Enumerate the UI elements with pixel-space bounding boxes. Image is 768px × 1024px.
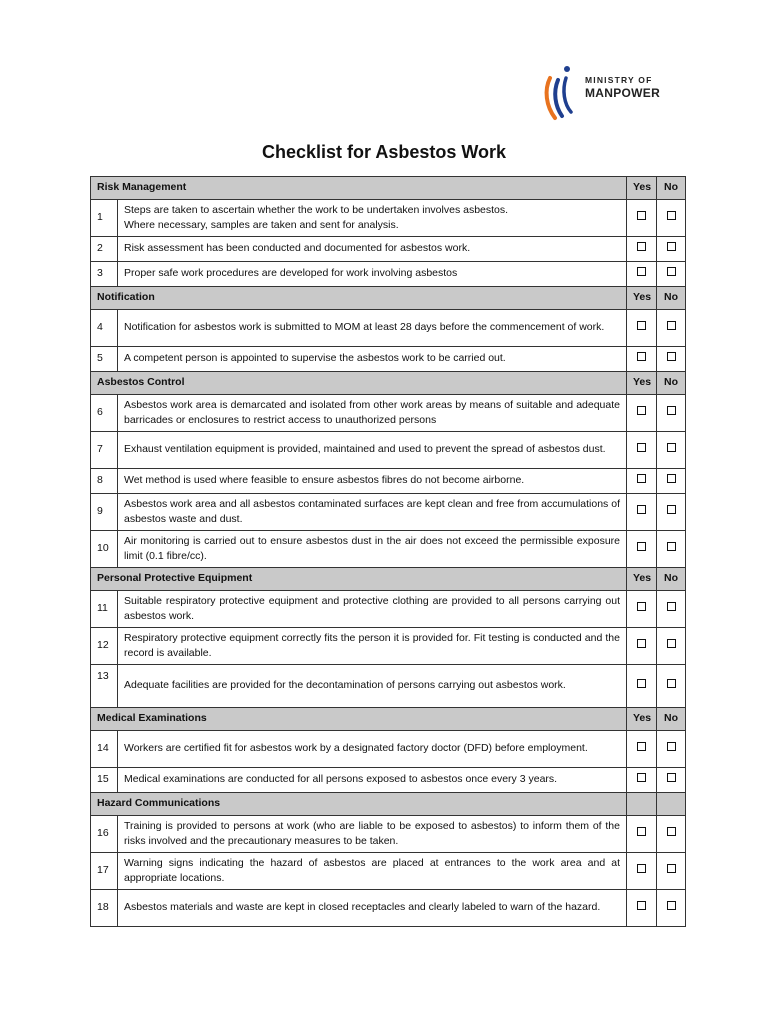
item-text-line: Asbestos work area and all asbestos contaminated surfaces are kept clean and free from accumulations of asbestos waste and dust. [124, 497, 620, 525]
item-description [118, 347, 627, 372]
item-description [118, 731, 627, 768]
yes-checkbox[interactable] [637, 602, 646, 611]
item-yes-cell [627, 432, 657, 469]
yes-checkbox[interactable] [637, 864, 646, 873]
section-title: Personal Protective Equipment [91, 568, 627, 591]
no-checkbox[interactable] [667, 352, 676, 361]
logo-text [585, 76, 660, 99]
checklist-row [91, 816, 686, 853]
logo-line-ministry: MINISTRY OF [585, 75, 653, 85]
yes-checkbox[interactable] [637, 901, 646, 910]
item-no-cell [657, 469, 686, 494]
item-description [118, 469, 627, 494]
item-yes-cell [627, 665, 657, 708]
item-number: 2 [91, 237, 118, 262]
item-no-cell [657, 237, 686, 262]
item-no-cell [657, 200, 686, 237]
yes-checkbox[interactable] [637, 443, 646, 452]
no-column-header: No [657, 372, 686, 395]
item-description [118, 262, 627, 287]
yes-checkbox[interactable] [637, 773, 646, 782]
no-checkbox[interactable] [667, 211, 676, 220]
section-header-row [91, 287, 686, 310]
no-checkbox[interactable] [667, 773, 676, 782]
item-number: 8 [91, 469, 118, 494]
no-checkbox[interactable] [667, 864, 676, 873]
item-number: 12 [91, 628, 118, 665]
no-checkbox[interactable] [667, 474, 676, 483]
ministry-of-manpower-logo-icon [541, 64, 585, 124]
item-no-cell [657, 768, 686, 793]
item-text-line: A competent person is appointed to supervise the asbestos work to be carried out. [124, 352, 506, 365]
yes-checkbox[interactable] [637, 639, 646, 648]
item-description [118, 768, 627, 793]
item-text-line: Risk assessment has been conducted and documented for asbestos work. [124, 242, 471, 255]
checklist-row [91, 531, 686, 568]
no-checkbox[interactable] [667, 505, 676, 514]
item-text-line: Warning signs indicating the hazard of asbestos are placed at entrances to the work area and at appropriate locations. [124, 856, 620, 884]
item-number: 14 [91, 731, 118, 768]
yes-column-header: Yes [627, 372, 657, 395]
item-text-line: Proper safe work procedures are developed for work involving asbestos [124, 267, 458, 280]
yes-column-header: Yes [627, 287, 657, 310]
item-number: 16 [91, 816, 118, 853]
item-text-line: Asbestos work area is demarcated and isolated from other work areas by means of suitable and adequate barricades or enclosures to restrict access to unauthorized persons [124, 398, 620, 426]
checklist-row [91, 432, 686, 469]
no-column-header: No [657, 177, 686, 200]
no-checkbox[interactable] [667, 602, 676, 611]
checklist-table [90, 176, 686, 927]
no-checkbox[interactable] [667, 679, 676, 688]
item-text-line: Adequate facilities are provided for the decontamination of persons carrying out asbestos work. [124, 679, 566, 692]
item-text-line: Wet method is used where feasible to ensure asbestos fibres do not become airborne. [124, 474, 525, 487]
checklist-row [91, 768, 686, 793]
section-header-row [91, 708, 686, 731]
checklist-row [91, 310, 686, 347]
item-text-line: Respiratory protective equipment correctly fits the person it is provided for. Fit testing is conducted and the record is available. [124, 631, 620, 659]
item-no-cell [657, 731, 686, 768]
item-yes-cell [627, 237, 657, 262]
yes-checkbox[interactable] [637, 542, 646, 551]
item-no-cell [657, 432, 686, 469]
page-title: Checklist for Asbestos Work [261, 142, 507, 162]
no-checkbox[interactable] [667, 901, 676, 910]
yes-column-header [627, 793, 657, 816]
section-header-row [91, 372, 686, 395]
no-checkbox[interactable] [667, 267, 676, 276]
ministry-logo [541, 64, 661, 124]
item-no-cell [657, 890, 686, 927]
yes-checkbox[interactable] [637, 505, 646, 514]
yes-column-header: Yes [627, 177, 657, 200]
no-column-header: No [657, 568, 686, 591]
checklist-row [91, 347, 686, 372]
checklist-row [91, 853, 686, 890]
logo-line-manpower: MANPOWER [585, 85, 661, 100]
item-description [118, 200, 627, 237]
checklist-row [91, 494, 686, 531]
item-description [118, 628, 627, 665]
no-checkbox[interactable] [667, 443, 676, 452]
item-description [118, 816, 627, 853]
item-description [118, 494, 627, 531]
checklist-row [91, 890, 686, 927]
item-description [118, 853, 627, 890]
item-yes-cell [627, 591, 657, 628]
item-no-cell [657, 665, 686, 708]
item-yes-cell [627, 494, 657, 531]
item-description [118, 591, 627, 628]
item-description [118, 237, 627, 262]
item-yes-cell [627, 310, 657, 347]
checklist-row [91, 237, 686, 262]
checklist-body [91, 177, 686, 927]
item-no-cell [657, 531, 686, 568]
no-checkbox[interactable] [667, 242, 676, 251]
checklist-row [91, 731, 686, 768]
item-yes-cell [627, 816, 657, 853]
item-no-cell [657, 310, 686, 347]
item-no-cell [657, 494, 686, 531]
checklist-row [91, 628, 686, 665]
item-number: 18 [91, 890, 118, 927]
item-text-line: Where necessary, samples are taken and sent for analysis. [124, 219, 399, 231]
item-description [118, 310, 627, 347]
checklist-row [91, 262, 686, 287]
item-no-cell [657, 591, 686, 628]
checklist-row [91, 591, 686, 628]
checklist-row [91, 200, 686, 237]
section-title: Notification [91, 287, 627, 310]
item-number: 7 [91, 432, 118, 469]
item-description [118, 665, 627, 708]
item-yes-cell [627, 768, 657, 793]
item-yes-cell [627, 890, 657, 927]
no-column-header: No [657, 708, 686, 731]
yes-checkbox[interactable] [637, 474, 646, 483]
no-checkbox[interactable] [667, 827, 676, 836]
item-description [118, 395, 627, 432]
item-no-cell [657, 853, 686, 890]
no-checkbox[interactable] [667, 542, 676, 551]
item-text-line: Medical examinations are conducted for all persons exposed to asbestos once every 3 years. [124, 773, 558, 786]
section-header-row [91, 568, 686, 591]
item-no-cell [657, 395, 686, 432]
item-yes-cell [627, 628, 657, 665]
item-yes-cell [627, 395, 657, 432]
section-header-row [91, 177, 686, 200]
checklist-row [91, 395, 686, 432]
item-yes-cell [627, 853, 657, 890]
item-number: 15 [91, 768, 118, 793]
item-yes-cell [627, 262, 657, 287]
item-yes-cell [627, 347, 657, 372]
item-yes-cell [627, 731, 657, 768]
yes-checkbox[interactable] [637, 827, 646, 836]
yes-checkbox[interactable] [637, 352, 646, 361]
no-checkbox[interactable] [667, 321, 676, 330]
item-no-cell [657, 628, 686, 665]
item-text-line: Suitable respiratory protective equipment and protective clothing are provided to all persons carrying out asbestos work. [124, 594, 620, 622]
yes-column-header: Yes [627, 568, 657, 591]
item-no-cell [657, 347, 686, 372]
yes-checkbox[interactable] [637, 321, 646, 330]
item-text-line: Workers are certified fit for asbestos work by a designated factory doctor (DFD) before employment. [124, 742, 588, 755]
checklist-row [91, 665, 686, 708]
yes-checkbox[interactable] [637, 679, 646, 688]
item-text-line: Steps are taken to ascertain whether the work to be undertaken involves asbestos. [124, 203, 509, 216]
section-header-row [91, 793, 686, 816]
item-number: 6 [91, 395, 118, 432]
section-title: Medical Examinations [91, 708, 627, 731]
section-title: Asbestos Control [91, 372, 627, 395]
item-description [118, 531, 627, 568]
item-text-line: Exhaust ventilation equipment is provided, maintained and used to prevent the spread of asbestos dust. [124, 443, 606, 456]
section-title: Hazard Communications [91, 793, 627, 816]
item-text-line: Asbestos materials and waste are kept in closed receptacles and clearly labeled to warn of the hazard. [124, 901, 601, 914]
no-checkbox[interactable] [667, 406, 676, 415]
item-number: 5 [91, 347, 118, 372]
item-yes-cell [627, 531, 657, 568]
item-number: 9 [91, 494, 118, 531]
yes-checkbox[interactable] [637, 406, 646, 415]
item-number: 13 [91, 665, 118, 708]
item-text-line: Notification for asbestos work is submitted to MOM at least 28 days before the commencement of work. [124, 321, 605, 334]
item-number: 17 [91, 853, 118, 890]
item-description [118, 432, 627, 469]
no-checkbox[interactable] [667, 639, 676, 648]
no-column-header: No [657, 287, 686, 310]
no-column-header [657, 793, 686, 816]
yes-checkbox[interactable] [637, 211, 646, 220]
yes-checkbox[interactable] [637, 742, 646, 751]
yes-checkbox[interactable] [637, 267, 646, 276]
item-description [118, 890, 627, 927]
no-checkbox[interactable] [667, 742, 676, 751]
section-title: Risk Management [91, 177, 627, 200]
item-number: 1 [91, 200, 118, 237]
checklist-row [91, 469, 686, 494]
item-number: 10 [91, 531, 118, 568]
item-number: 3 [91, 262, 118, 287]
item-no-cell [657, 816, 686, 853]
yes-column-header: Yes [627, 708, 657, 731]
yes-checkbox[interactable] [637, 242, 646, 251]
item-yes-cell [627, 200, 657, 237]
item-number: 4 [91, 310, 118, 347]
item-text-line: Air monitoring is carried out to ensure asbestos dust in the air does not exceed the permissible exposure limit (0.1 fibre/cc). [124, 534, 620, 562]
item-yes-cell [627, 469, 657, 494]
item-no-cell [657, 262, 686, 287]
item-number: 11 [91, 591, 118, 628]
item-text-line: Training is provided to persons at work (who are liable to be exposed to asbestos) to inform them of the risks involved and the precautionary measures to be taken. [124, 819, 620, 847]
